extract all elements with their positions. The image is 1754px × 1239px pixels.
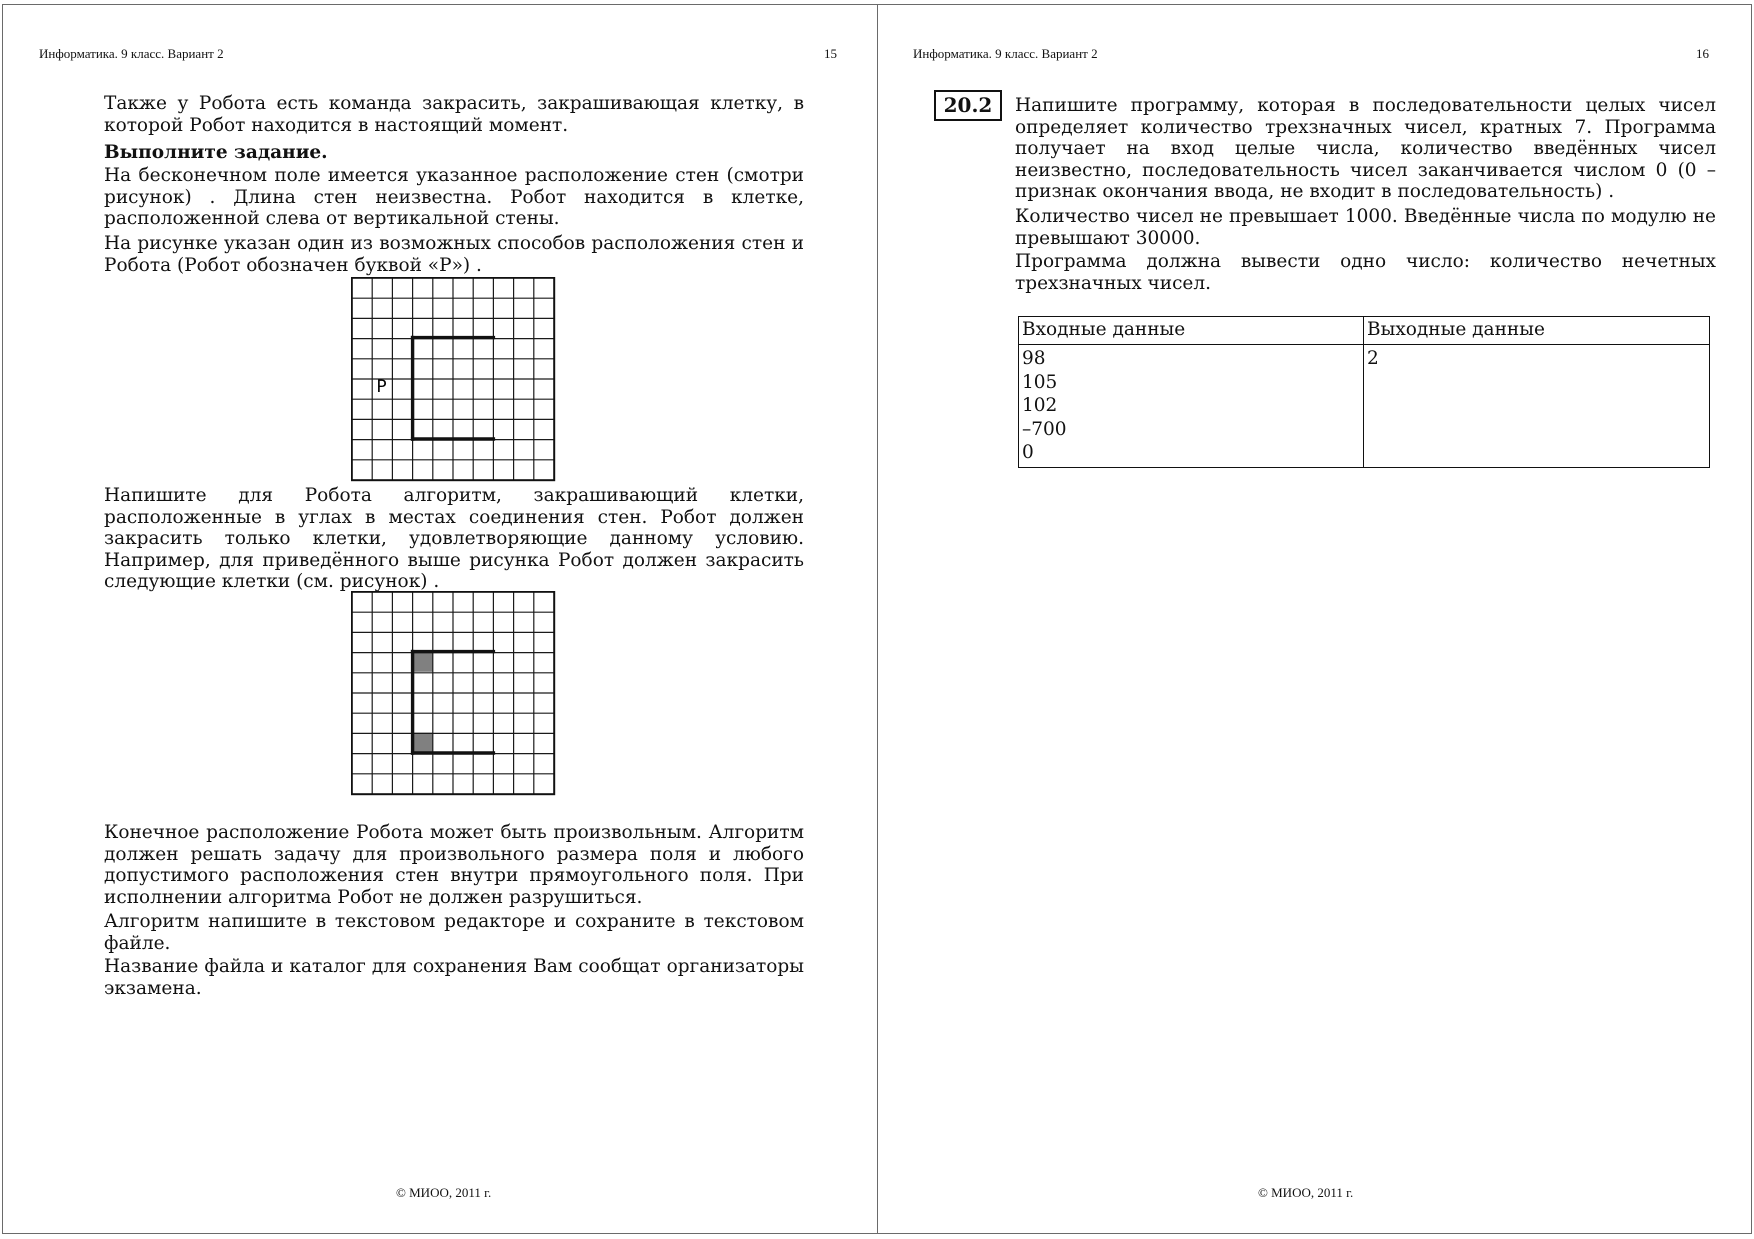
table-header-row bbox=[1019, 317, 1710, 345]
algorithm-task: Напишите для Робота алгоритм, закрашивающий клетки, расположенные в углах в местах соединения стен. Робот должен закрасить только клетки, удовлетворяющие данному условию. Например, для приведённого выше рисунка Робот должен закрасить следующие клетки (см. рисунок) . bbox=[104, 485, 804, 592]
intro-paragraph: Также у Робота есть команда закрасить, закрашивающая клетку, в которой Робот находится в настоящий момент. bbox=[104, 93, 804, 136]
output-value: 2 bbox=[1367, 348, 1379, 369]
task-number-badge: 20.2 bbox=[934, 90, 1002, 121]
figure-description: На рисунке указан один из возможных способов расположения стен и Робота (Робот обозначен буквой «Р») . bbox=[104, 233, 804, 276]
painted-cell-top-corner bbox=[413, 652, 433, 672]
robot-field-result bbox=[351, 591, 557, 797]
input-value: –700 bbox=[1022, 418, 1067, 440]
page-15 bbox=[2, 4, 878, 1234]
header-title: Информатика. 9 класс. Вариант 2 bbox=[39, 46, 224, 61]
robot-field-initial bbox=[351, 277, 557, 483]
output-cell bbox=[1364, 345, 1710, 468]
task-statement: Напишите программу, которая в последовательности целых чисел определяет количество трехзначных чисел, кратных 7. Программа получает на вход целые числа, количество введённых чисел неизвестно, последовательность чисел заканчивается числом 0 (0 – признак окончания ввода, не входит в последовательность) . bbox=[1015, 95, 1716, 202]
input-cell bbox=[1019, 345, 1364, 468]
input-value: 105 bbox=[1022, 371, 1058, 393]
grid-lines bbox=[352, 592, 554, 794]
table-row bbox=[1019, 345, 1710, 468]
copyright: © МИОО, 2011 г. bbox=[1258, 1185, 1354, 1200]
header-output: Выходные данные bbox=[1364, 317, 1710, 345]
page-number: 15 bbox=[824, 46, 837, 61]
input-value: 102 bbox=[1022, 395, 1058, 416]
input-value: 98 bbox=[1022, 348, 1046, 369]
field-description: На бесконечном поле имеется указанное расположение стен (смотри рисунок) . Длина стен неизвестна. Робот находится в клетке, расположенной слева от вертикальной стены. bbox=[104, 165, 804, 229]
task-heading: Выполните задание. bbox=[104, 142, 328, 163]
constraints-paragraph: Количество чисел не превышает 1000. Введённые числа по модулю не превышают 30000. bbox=[1015, 206, 1716, 249]
copyright: © МИОО, 2011 г. bbox=[396, 1185, 492, 1200]
requirements-paragraph: Конечное расположение Робота может быть произвольным. Алгоритм должен решать задачу для произвольного размера поля и любого допустимого расположения стен внутри прямоугольного поля. При исполнении алгоритма Робот не должен разрушиться. bbox=[104, 822, 804, 908]
file-instruction: Название файла и каталог для сохранения Вам сообщат организаторы экзамена. bbox=[104, 956, 804, 999]
output-paragraph: Программа должна вывести одно число: количество нечетных трехзначных чисел. bbox=[1015, 251, 1716, 294]
page-number: 16 bbox=[1696, 46, 1709, 61]
painted-cell-bottom-corner bbox=[413, 733, 433, 753]
page-16 bbox=[877, 4, 1752, 1234]
header-input: Входные данные bbox=[1019, 317, 1364, 345]
header-title: Информатика. 9 класс. Вариант 2 bbox=[913, 46, 1098, 61]
save-instruction: Алгоритм напишите в текстовом редакторе и сохраните в текстовом файле. bbox=[104, 911, 804, 954]
io-example-table bbox=[1018, 316, 1710, 468]
input-value: 0 bbox=[1022, 442, 1034, 463]
robot-marker: P bbox=[376, 377, 387, 397]
